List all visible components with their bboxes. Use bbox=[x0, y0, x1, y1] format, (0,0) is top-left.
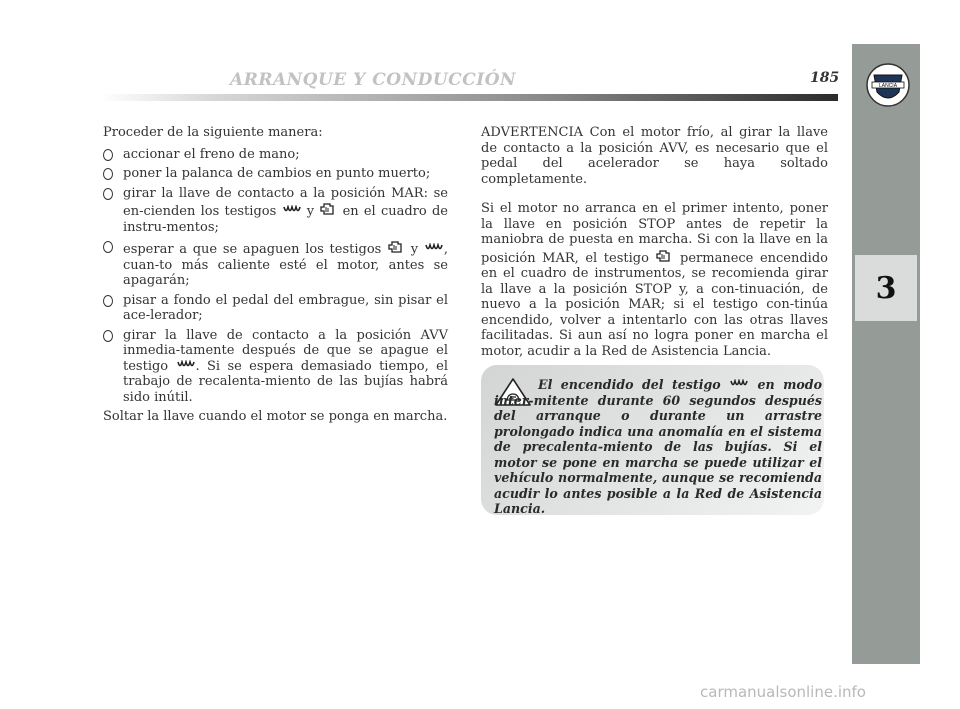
left-column bbox=[103, 125, 448, 431]
engine-failure-warning-icon bbox=[655, 248, 673, 264]
engine-failure-warning-icon bbox=[319, 201, 337, 217]
right-column bbox=[481, 125, 828, 373]
glow-plug-warning-icon bbox=[176, 360, 196, 372]
glow-plug-warning-icon bbox=[282, 205, 302, 217]
chapter-tab[interactable]: 3 bbox=[855, 255, 917, 321]
warning-text: El encendido del testigo en modo inter-mitente durante 60 segundos después del arranque o durante un arrastre prolongado indica una anomalía en el sistema de precalenta-miento de las bujías. Si el motor se pone en marcha se puede utilizar el vehículo normalmente, aunque se recomienda acudir lo antes posible a la Red de Asistencia Lancia. bbox=[494, 377, 823, 516]
watermark: carmanualsonline.info bbox=[700, 683, 866, 701]
page-number: 185 bbox=[810, 70, 840, 86]
list-item: poner la palanca de cambios en punto muerto; bbox=[103, 166, 448, 182]
header-rule bbox=[100, 94, 838, 101]
list-item: girar la llave de contacto a la posición AVV inmedia-tamente después de que se apague el testigo . Si se espera demasiado tiempo, el trabajo de recalenta-miento de las bujías habrá sido inútil. bbox=[103, 328, 448, 406]
outro-text: Soltar la llave cuando el motor se ponga en marcha. bbox=[103, 409, 448, 424]
list-item: girar la llave de contacto a la posición MAR: se en-cienden los testigos y en el cuadro de instru-mentos; bbox=[103, 186, 448, 236]
restart-paragraph: Si el motor no arranca en el primer intento, poner la llave en posición STOP antes de repetir la maniobra de puesta en marcha. Si con la llave en la posición MAR, el testigo permanece encendido en el cuadro de instrumentos, se recomienda girar la llave a la posición STOP y, a con-tinuación, de nuevo a la posición MAR; si el testigo con-tinúa encendido, volver a intentarlo con las otras llaves facilitadas. Si aun así no logra poner en marcha el motor, acudir a la Red de Asistencia Lancia. bbox=[481, 201, 828, 359]
list-item: accionar el freno de mano; bbox=[103, 147, 448, 163]
list-item: pisar a fondo el pedal del embrague, sin pisar el ace-lerador; bbox=[103, 293, 448, 324]
glow-plug-warning-icon bbox=[729, 379, 749, 391]
section-title: ARRANQUE Y CONDUCCIÓN bbox=[230, 70, 517, 90]
chapter-sidebar bbox=[852, 44, 920, 664]
glow-plug-warning-icon bbox=[424, 243, 444, 255]
list-item: esperar a que se apaguen los testigos y , cuan-to más caliente esté el motor, antes se apagarán; bbox=[103, 239, 448, 289]
bullet-icon bbox=[103, 241, 113, 253]
bullet-icon bbox=[103, 168, 113, 180]
bullet-icon bbox=[103, 149, 113, 161]
intro-text: Proceder de la siguiente manera: bbox=[103, 125, 323, 140]
bullet-icon bbox=[103, 188, 113, 200]
svg-text:LANCIA: LANCIA bbox=[878, 83, 898, 89]
advertencia-paragraph: ADVERTENCIA Con el motor frío, al girar la llave de contacto a la posición AVV, es necesario que el pedal del acelerador se haya soltado completamente. bbox=[481, 125, 828, 187]
bullet-icon bbox=[103, 330, 113, 342]
engine-failure-warning-icon bbox=[387, 239, 405, 255]
bullet-icon bbox=[103, 295, 113, 307]
lancia-logo bbox=[865, 62, 911, 108]
